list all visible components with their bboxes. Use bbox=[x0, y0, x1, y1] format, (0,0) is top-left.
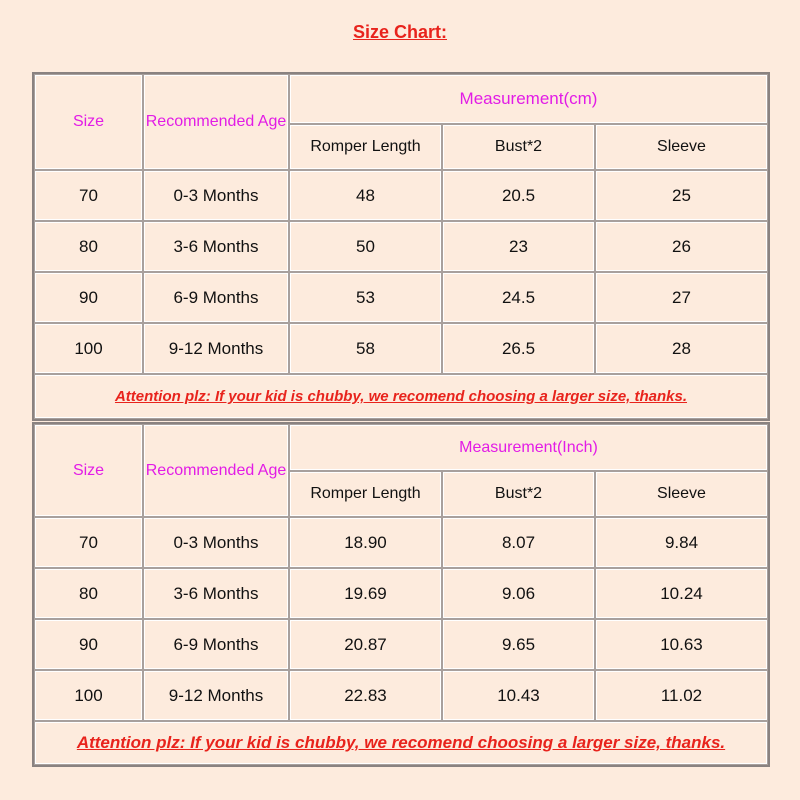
cell-romper: 58 bbox=[289, 323, 442, 374]
cell-romper: 50 bbox=[289, 221, 442, 272]
cell-sleeve: 10.24 bbox=[595, 568, 768, 619]
cell-sleeve: 10.63 bbox=[595, 619, 768, 670]
header-measurement: Measurement(Inch) bbox=[289, 424, 768, 471]
cell-size: 90 bbox=[34, 619, 143, 670]
cell-age: 9-12 Months bbox=[143, 323, 289, 374]
cell-bust: 8.07 bbox=[442, 517, 595, 568]
header-size: Size bbox=[34, 74, 143, 170]
cell-bust: 24.5 bbox=[442, 272, 595, 323]
header-sleeve: Sleeve bbox=[595, 471, 768, 517]
table-row bbox=[34, 170, 768, 221]
cell-romper: 22.83 bbox=[289, 670, 442, 721]
header-age: Recommended Age bbox=[143, 424, 289, 517]
cell-romper: 18.90 bbox=[289, 517, 442, 568]
cell-age: 3-6 Months bbox=[143, 568, 289, 619]
cell-size: 70 bbox=[34, 517, 143, 568]
size-table-cm bbox=[32, 72, 770, 421]
header-bust: Bust*2 bbox=[442, 124, 595, 170]
header-measurement: Measurement(cm) bbox=[289, 74, 768, 124]
cell-sleeve: 27 bbox=[595, 272, 768, 323]
attention-note: Attention plz: If your kid is chubby, we recomend choosing a larger size, thanks. bbox=[34, 721, 768, 765]
table-row bbox=[34, 323, 768, 374]
table-row bbox=[34, 221, 768, 272]
cell-bust: 9.65 bbox=[442, 619, 595, 670]
header-sleeve: Sleeve bbox=[595, 124, 768, 170]
attention-note: Attention plz: If your kid is chubby, we recomend choosing a larger size, thanks. bbox=[34, 374, 768, 419]
cell-sleeve: 28 bbox=[595, 323, 768, 374]
cell-size: 100 bbox=[34, 323, 143, 374]
cell-age: 0-3 Months bbox=[143, 517, 289, 568]
cell-bust: 10.43 bbox=[442, 670, 595, 721]
cell-romper: 19.69 bbox=[289, 568, 442, 619]
cell-romper: 20.87 bbox=[289, 619, 442, 670]
cell-sleeve: 26 bbox=[595, 221, 768, 272]
table-row bbox=[34, 568, 768, 619]
table-row bbox=[34, 619, 768, 670]
cell-sleeve: 9.84 bbox=[595, 517, 768, 568]
table-row bbox=[34, 517, 768, 568]
cell-size: 90 bbox=[34, 272, 143, 323]
table-row bbox=[34, 272, 768, 323]
cell-age: 6-9 Months bbox=[143, 619, 289, 670]
cell-sleeve: 25 bbox=[595, 170, 768, 221]
header-romper-length: Romper Length bbox=[289, 124, 442, 170]
page-title: Size Chart: bbox=[352, 22, 448, 42]
header-romper-length: Romper Length bbox=[289, 471, 442, 517]
cell-romper: 53 bbox=[289, 272, 442, 323]
cell-size: 100 bbox=[34, 670, 143, 721]
cell-size: 80 bbox=[34, 568, 143, 619]
header-bust: Bust*2 bbox=[442, 471, 595, 517]
cell-bust: 26.5 bbox=[442, 323, 595, 374]
cell-age: 6-9 Months bbox=[143, 272, 289, 323]
table-row bbox=[34, 670, 768, 721]
size-table-inch bbox=[32, 422, 770, 767]
cell-size: 80 bbox=[34, 221, 143, 272]
cell-bust: 23 bbox=[442, 221, 595, 272]
cell-bust: 9.06 bbox=[442, 568, 595, 619]
header-size: Size bbox=[34, 424, 143, 517]
cell-sleeve: 11.02 bbox=[595, 670, 768, 721]
cell-size: 70 bbox=[34, 170, 143, 221]
cell-romper: 48 bbox=[289, 170, 442, 221]
cell-age: 0-3 Months bbox=[143, 170, 289, 221]
cell-age: 9-12 Months bbox=[143, 670, 289, 721]
header-age: Recommended Age bbox=[143, 74, 289, 170]
cell-bust: 20.5 bbox=[442, 170, 595, 221]
cell-age: 3-6 Months bbox=[143, 221, 289, 272]
